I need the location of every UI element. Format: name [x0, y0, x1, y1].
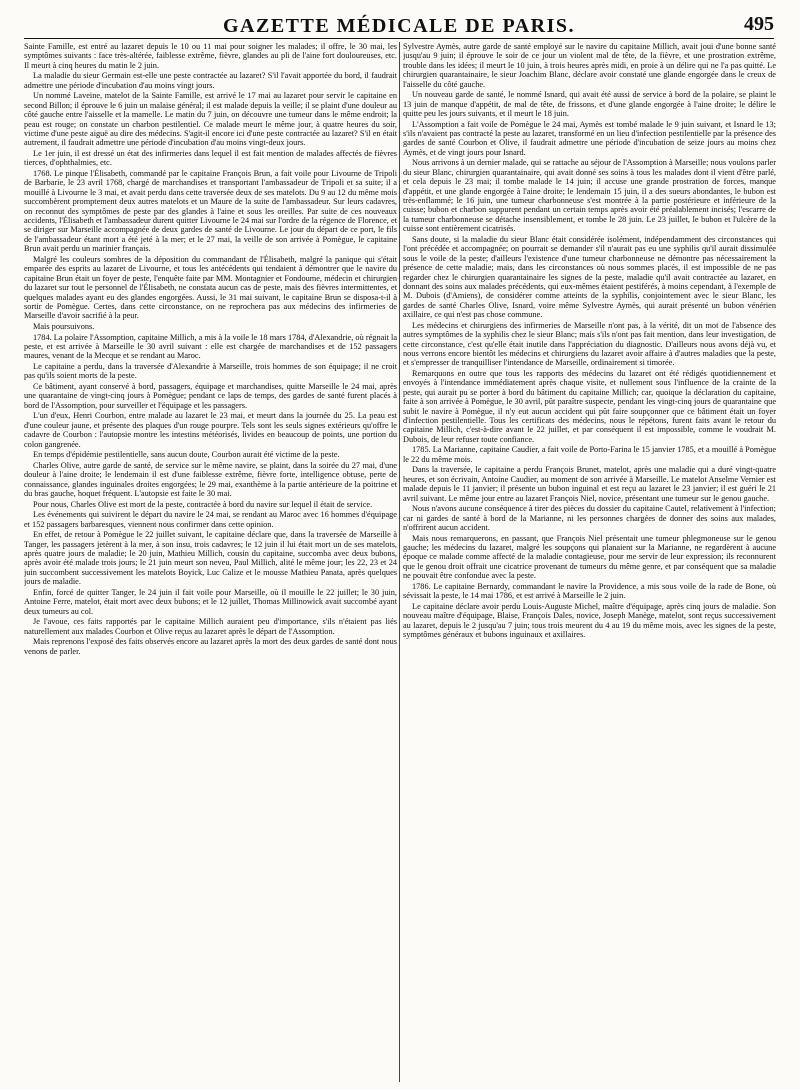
- paragraph: 1785. La Marianne, capitaine Caudier, a fait voile de Porto-Farina le 15 janvier 1785, et a mouillé à Pomègue le 22 du même mois.: [403, 445, 776, 464]
- paragraph: Mais nous remarquerons, en passant, que François Niel présentait une tumeur phlegmoneuse sur le genou gauche; les médecins du lazaret, malgré les soupçons qui planaient sur la Marianne, ne regardèrent à aucune époque ce malade comme affecté de la maladie contagieuse, pour me servir de leur expression; ils reconnurent que le genou droit offrait une cicatrice provenant de tumeurs du même genre, et par conséquent que sa maladie ne pouvait être confondue avec la peste.: [403, 533, 776, 581]
- paragraph: Le capitaine déclare avoir perdu Louis-Auguste Michel, maître d'équipage, après cinq jours de maladie. Son nouveau maître d'équipage, Blaise, François Dales, novice, Joseph Manège, matelot, sont reçus successivement au lazaret, depuis le 2 jusqu'au 7 juin; tous trois meurent du 4 au 19 du même mois, avec les signes de la peste, symptômes généraux et bubons inguinaux et axillaires.: [403, 601, 776, 640]
- paragraph: L'Assomption a fait voile de Pomègue le 24 mai, Aymès est tombé malade le 9 juin suivant, et Isnard le 13; s'ils n'avaient pas contracté la peste au lazaret, transformé en un lieu d'infection pestilentielle par la présence des gardes de santé Courbon et Olive, il faudrait admettre une période d'incubation de seize jours au moins chez Aymès, et de vingt jours pour Isnard.: [403, 119, 776, 157]
- left-column: [24, 42, 397, 1084]
- paragraph: Un nouveau garde de santé, le nommé Isnard, qui avait été aussi de service à bord de la polaire, se plaint le 13 juin de manque d'appétit, de mal de tête, de frissons, et d'une glande engorgée à l'aine droite; le délire le quitte peu les jours suivants, et il meurt le 18 juin.: [403, 90, 776, 119]
- paragraph: L'un d'eux, Henri Courbon, entre malade au lazaret le 23 mai, et meurt dans la journée du 25. La peau est d'une couleur jaune, et présente des plaques d'un rouge pourpre. Tels sont les seuls signes extérieurs qu'offre le cadavre de Courbon : l'autopsie montre les intestins météorisés, livides en beaucoup de points, une portion du colon gangrenée.: [24, 411, 397, 449]
- paragraph: Le capitaine a perdu, dans la traversée d'Alexandrie à Marseille, trois hommes de son équipage; il ne croit pas qu'ils soient morts de la peste.: [24, 361, 397, 381]
- paragraph: La maladie du sieur Germain est-elle une peste contractée au lazaret? S'il l'avait apportée du bord, il faudrait admettre une période d'incubation d'au moins vingt jours.: [24, 71, 397, 90]
- paragraph: Nous n'avons aucune conséquence à tirer des pièces du dossier du capitaine Cautel, relativement à l'infection; car ni gardes de santé à bord de la Marianne, ni les personnes chargées de donner des soins aux malades, n'offrirent aucun accident.: [403, 504, 776, 532]
- paragraph: Les médecins et chirurgiens des infirmeries de Marseille n'ont pas, à la vérité, dit un mot de l'absence des autres symptômes de la syphilis chez le sieur Blanc; mais s'ils n'ont pas fait mention, dans leur investigation, de cette circonstance, c'est qu'elle était inutile dans l'appréciation du diagnostic. D'ailleurs nous avons déjà vu, et nous verrons encore bientôt les médecins et chirurgiens du lazaret avoir affaire à d'autres maladies que la peste, et s'empresser de tranquilliser l'intendance de Marseille, ordinairement si timorée.: [403, 320, 776, 368]
- page-number: 495: [744, 13, 774, 35]
- paragraph: Mais poursuivons.: [33, 321, 95, 331]
- paragraph: En temps d'épidémie pestilentielle, sans aucun doute, Courbon aurait été victime de la peste.: [33, 450, 340, 460]
- paragraph: 1784. La polaire l'Assomption, capitaine Millich, a mis à la voile le 18 mars 1784, d'Alexandrie, où régnait la peste, et est arrivée à Marseille le 30 avril suivant : elle est chargée de marchandises et de 152 passagers maures, venant de la Mecque et se rendant au Maroc.: [24, 332, 397, 361]
- paragraph: Sylvestre Aymès, autre garde de santé employé sur le navire du capitaine Millich, avait joui d'une bonne santé jusqu'au 9 juin; il éprouve le soir de ce jour un violent mal de tête, de la fièvre, et une prostration extrême, trouble dans les idées; il meurt le 10 juin, à trois heures après midi, en proie à un délire qui ne l'a pas quitté. Le chirurgien quarantainaire, le sieur Joachim Blanc, déclare avoir constaté une glande engorgée dans le creux de l'aisselle du côté gauche.: [403, 42, 776, 89]
- paragraph: Remarquons en outre que tous les rapports des médecins du lazaret ont été rédigés quotidiennement et envoyés à l'intendance immédiatement après chaque visite, et nullement sous l'influence de la crainte de la peste, qui aurait pu se porter à bord du bâtiment du capitaine Millich; car, quoique la déclaration du capitaine, faite à son arrivée à Pomègue, le 30 avril, pût paraître suspecte, pendant les vingt-cinq jours de quarantaine que subit le navire à Pomègue, il n'y eut aucun accident qui pût faire soupçonner que ce bâtiment était un foyer d'infection pestilentielle. Tous les certificats des médecins, nous le répétons, furent faits avant le retour du capitaine Millich, c'est-à-dire avant le 22 juillet, et par conséquent il est impossible, comme le voudrait M. Dubois, de leur refuser toute confiance.: [403, 368, 776, 444]
- journal-title: GAZETTE MÉDICALE DE PARIS.: [222, 15, 576, 37]
- paragraph: Le 1er juin, il est dressé un état des infirmeries dans lequel il est fait mention de malades affectés de fièvres tierces, d'ophthalmies, etc.: [24, 149, 397, 168]
- paragraph: Pour nous, Charles Olive est mort de la peste, contractée à bord du navire sur lequel il était de service.: [33, 499, 373, 509]
- paragraph: Sainte Famille, est entré au lazaret depuis le 10 ou 11 mai pour soigner les malades; il offre, le 30 mai, les symptômes suivants : face très-altérée, faiblesse extrême, fièvre, glandes au pli de l'aine fort douloureuses, etc. Il meurt à cinq heures du matin le 2 juin.: [24, 42, 397, 70]
- paragraph: Ce bâtiment, ayant conservé à bord, passagers, équipage et marchandises, quitte Marseille le 24 mai, après une quarantaine de vingt-cinq jours à Pomègue; pendant ce laps de temps, des gardes de santé furent placés à bord de l'Assomption, pour surveiller et l'équipage et les passagers.: [24, 381, 397, 410]
- paragraph: Charles Olive, autre garde de santé, de service sur le même navire, se plaint, dans la soirée du 27 mai, d'une douleur à l'aine droite; le lendemain il est d'une faiblesse extrême, fièvre forte, intelligence obtuse, perte de connaissance, glandes inguinales droites engorgées; le 29 mai, exanthème à la partie antérieure de la poitrine et du bras gauche, hoquet fréquent. L'autopsie est faite le 30 mai.: [24, 460, 397, 498]
- paragraph: 1786. Le capitaine Bernardy, commandant le navire la Providence, a mis sous voile de la rade de Bone, où sévissait la peste, le 14 mai 1786, et est arrivé à Marseille le 2 juin.: [403, 581, 776, 601]
- paragraph: Malgré les couleurs sombres de la déposition du commandant de l'Élisabeth, malgré la panique qui s'était emparée des esprits au lazaret de Livourne, et tous les antécédents qui tendaient à démontrer que le navire du capitaine Brun était un foyer de peste, l'enquête faite par MM. Montagnier et Fondoume, médecin et chirurgien du lazaret sur tout le personnel de l'Élisabeth, ne constata aucun cas de peste, mais des fièvres intermittentes, et quelques malades ayant eu des glandes engorgées. Aussi, le 31 mai suivant, le capitaine Brun se disposa-t-il à sortir de Pomègue. Certes, dans cette circonstance, on ne reprochera pas aux médecins des infirmeries de Marseille d'avoir sacrifié à la peur.: [24, 254, 397, 321]
- paragraph: 1768. Le pinque l'Élisabeth, commandé par le capitaine François Brun, a fait voile pour Livourne de Tripoli de Barbarie, le 23 avril 1768, chargé de marchandises et transportant l'ambassadeur de Tripoli et sa suite; il a mouillé à Livourne le 3 mai, et avait perdu dans cette traversée deux de ses matelots. Du 9 au 12 du même mois succombèrent promptement deux autres matelots et un Maure de la suite de l'ambassadeur. Sur leurs cadavres, on reconnut des symptômes de peste par des glandes à l'aine et sous les oreilles. Par suite de ces nouveaux accidents, l'Élisabeth et l'ambassadeur durent quitter Livourne le 24 mai sur l'ordre de la régence de Florence, et se diriger sur Marseille accompagnée de deux gardes de santé de Livourne. Le jour du départ de ce port, le fils de l'ambassadeur étant mort a été jeté à la mer; et le 27 mai, la veille de son arrivée à Pomègue, le capitaine Brun avait perdu un marinier français.: [24, 169, 397, 254]
- paragraph: Mais reprenons l'exposé des faits observés encore au lazaret après la mort des deux gardes de santé dont nous venons de parler.: [24, 637, 397, 656]
- paragraph: Je l'avoue, ces faits rapportés par le capitaine Millich auraient peu d'importance, s'ils n'étaient pas liés naturellement aux malades Courbon et Olive reçus au lazaret après le départ de l'Assomption.: [24, 617, 397, 636]
- paragraph: Nous arrivons à un dernier malade, qui se rattache au séjour de l'Assomption à Marseille; nous voulons parler du sieur Blanc, chirurgien quarantainaire, qui avait donné ses soins à tous les malades dont il vient d'être parlé, et cela depuis le 23 mai; il tombe malade le 14 juin; il accuse une grande prostration de forces, manque d'appétit, et une glande engorgée à l'aine droite; le lendemain 15 juin, il a des sueurs abondantes, le bubon est très-enflammé; le 16 juin, une tumeur charbonneuse s'est montrée à la partie postérieure et inférieure de la cuisse; bubon et charbon suppurent pendant un certain temps après avoir été préalablement incisés; l'escarre de la tumeur charbonneuse se détache insensiblement, et tombe le 28 juin. Le 23 juillet, le bubon et l'ulcère de la cuisse sont entièrement cicatrisés.: [403, 158, 776, 234]
- paragraph: Dans la traversée, le capitaine a perdu François Brunet, matelot, après une maladie qui a duré vingt-quatre heures, et son écrivain, Antoine Caudier, au moment de son arrivée à Marseille. Le matelot Anselme Vernier est malade depuis le 11 janvier; il présente un bubon inguinal et est reçu au lazaret le 23 janvier; il est guéri le 21 avril suivant. Le même jour entre au lazaret François Niel, novice, présentant une tumeur sur le genou gauche.: [403, 465, 776, 503]
- paragraph: Un nommé Laveine, matelot de la Sainte Famille, est arrivé le 17 mai au lazaret pour servir le capitaine en second Billon; il éprouve le 6 juin un malaise général; il est malade depuis la veille; il se plaint d'une douleur au côté gauche entre l'aisselle et la mamelle. Le matin du 7 juin, on découvre une tumeur dans le même endroit; la peau est rouge; on constate un charbon pestilentiel. Ce malade meurt le même jour, à quatre heures du soir, victime d'une peste aiguë au dire des médecins. S'agit-il encore ici d'une peste contractée au lazaret? S'il en était autrement, il faudrait admettre une période d'incubation d'au moins vingt-deux jours.: [24, 91, 397, 148]
- paragraph: En effet, de retour à Pomègue le 22 juillet suivant, le capitaine déclare que, dans la traversée de Marseille à Tanger, les passagers jetèrent à la mer, à son insu, trois cadavres; le 12 juin il lui était mort un de ses matelots, après quatre jours de maladie; le 20 juin, Mathieu Millich, cousin du capitaine, succomba avec deux bubons, après avoir été malade trois jours; le 21 juin meurt son neveu, Paul Millich, alité le même jour; les 22, 23 et 24 juin succombent successivement les matelots Boyick, Luc Calize et le mousse Mathieu Panata, après quelques jours de maladie.: [24, 530, 397, 587]
- column-divider: [399, 42, 400, 1082]
- masthead: [24, 12, 774, 39]
- paragraph: Sans doute, si la maladie du sieur Blanc était considérée isolément, indépendamment des circonstances qui l'ont précédée et accompagnée; on pourrait se demander s'il n'aurait pas eu une syphilis qu'il aurait dissimulée sous le voile de la peste; d'ailleurs l'existence d'une tumeur charbonneuse ne démontre pas nécessairement la présence de cette maladie; mais, dans les circonstances où nous sommes placés, il est impossible de ne pas regarder chez le chirurgien quarantainaire les signes de la peste, maladie qu'il avait contractée au lazaret, en donnant des soins aux malades précédents, qui eux-mêmes étaient pestiférés, à moins cependant, à l'exemple de M. Dubois (d'Amiens), de considérer comme atteints de la syphilis, conjointement avec le sieur Blanc, les gardes de santé Charles Olive, Isnard, voire même Sylvestre Aymès, qui aurait présenté un bubon vénérien axillaire, ce qui n'est pas chose commune.: [403, 234, 776, 320]
- paragraph: Enfin, forcé de quitter Tanger, le 24 juin il fait voile pour Marseille, où il mouille le 22 juillet; le 30 juin, Antoine Ferre, matelot, était mort avec deux bubons; et le 12 juillet, Thomas Millinowick avait succombé ayant deux tumeurs au col.: [24, 587, 397, 616]
- right-column: [403, 42, 776, 1084]
- paragraph: Les événements qui suivirent le départ du navire le 24 mai, se rendant au Maroc avec 16 hommes d'équipage et 152 passagers barbaresques, viennent nous confirmer dans cette opinion.: [24, 510, 397, 529]
